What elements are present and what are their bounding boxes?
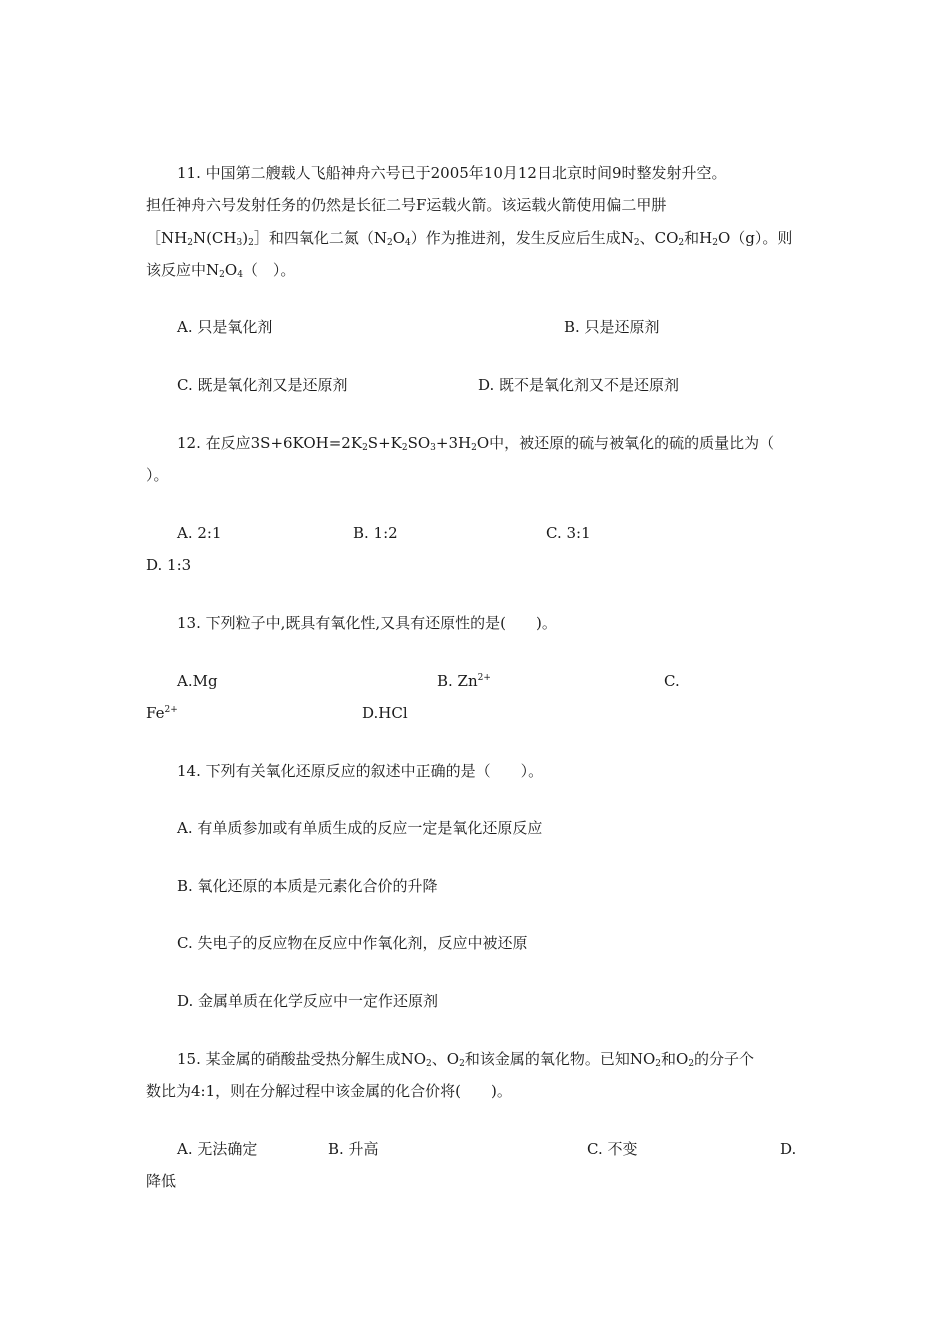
- q15-option-c: C. 不变: [587, 1140, 638, 1158]
- q13-option-c: C.: [664, 672, 680, 690]
- q15-line-1: 15. 某金属的硝酸盐受热分解生成$NO_2$、$O_2$和该金属的氧化物。已知$NO_2$和$O_2$的分子个: [177, 1050, 755, 1069]
- q13-line-1: 13. 下列粒子中,既具有氧化性,又具有还原性的是( )。: [177, 614, 557, 632]
- q12-option-a: A. 2:1: [177, 524, 222, 542]
- q13-option-c-cont: $Fe^{2+}$: [146, 704, 178, 722]
- q11-line-1: 11. 中国第二艘载人飞船神舟六号已于2005年10月12日北京时间9时整发射升空。: [177, 164, 727, 182]
- q15-option-d-cont: 降低: [146, 1172, 177, 1190]
- q11-option-a: A. 只是氧化剂: [177, 318, 273, 336]
- q14-line-1: 14. 下列有关氧化还原反应的叙述中正确的是（ ）。: [177, 762, 544, 780]
- q12-line-1: 12. 在反应$3S+6KOH=2K_2S+K_2SO_3+3H_2O$中，被还原的硫与被氧化的硫的质量比为（: [177, 434, 775, 453]
- q11-option-b: B. 只是还原剂: [564, 318, 660, 336]
- q13-option-d: D.HCl: [362, 704, 408, 722]
- q13-option-b: B. $Zn^{2+}$: [437, 672, 491, 690]
- q12-option-d: D. 1:3: [146, 556, 192, 574]
- q13-option-a: A.Mg: [177, 672, 218, 690]
- q15-option-a: A. 无法确定: [177, 1140, 258, 1158]
- q15-option-b: B. 升高: [328, 1140, 379, 1158]
- q14-option-c: C. 失电子的反应物在反应中作氧化剂，反应中被还原: [177, 934, 528, 952]
- q14-option-a: A. 有单质参加或有单质生成的反应一定是氧化还原反应: [177, 819, 543, 837]
- q12-option-b: B. 1:2: [353, 524, 398, 542]
- q11-line-3: $[NH_2N(CH_3)_2]$和四氧化二氮$(N_2O_4)$作为推进剂，发生反应后生成$N_2$、$CO_2$和$H_2O(g)$。则: [146, 229, 793, 248]
- q12-option-c: C. 3:1: [546, 524, 591, 542]
- q14-option-d: D. 金属单质在化学反应中一定作还原剂: [177, 992, 439, 1010]
- q15-option-d: D.: [780, 1140, 797, 1158]
- q14-option-b: B. 氧化还原的本质是元素化合价的升降: [177, 877, 438, 895]
- q11-line-2: 担任神舟六号发射任务的仍然是长征二号F运载火箭。该运载火箭使用偏二甲肼: [146, 196, 667, 214]
- q11-line-4: 该反应中$N_2O_4$（ ）。: [146, 261, 296, 280]
- q12-line-2: ）。: [146, 466, 169, 484]
- q11-option-c: C. 既是氧化剂又是还原剂: [177, 376, 348, 394]
- q15-line-2: 数比为4:1，则在分解过程中该金属的化合价将( )。: [146, 1082, 512, 1100]
- q11-option-d: D. 既不是氧化剂又不是还原剂: [478, 376, 680, 394]
